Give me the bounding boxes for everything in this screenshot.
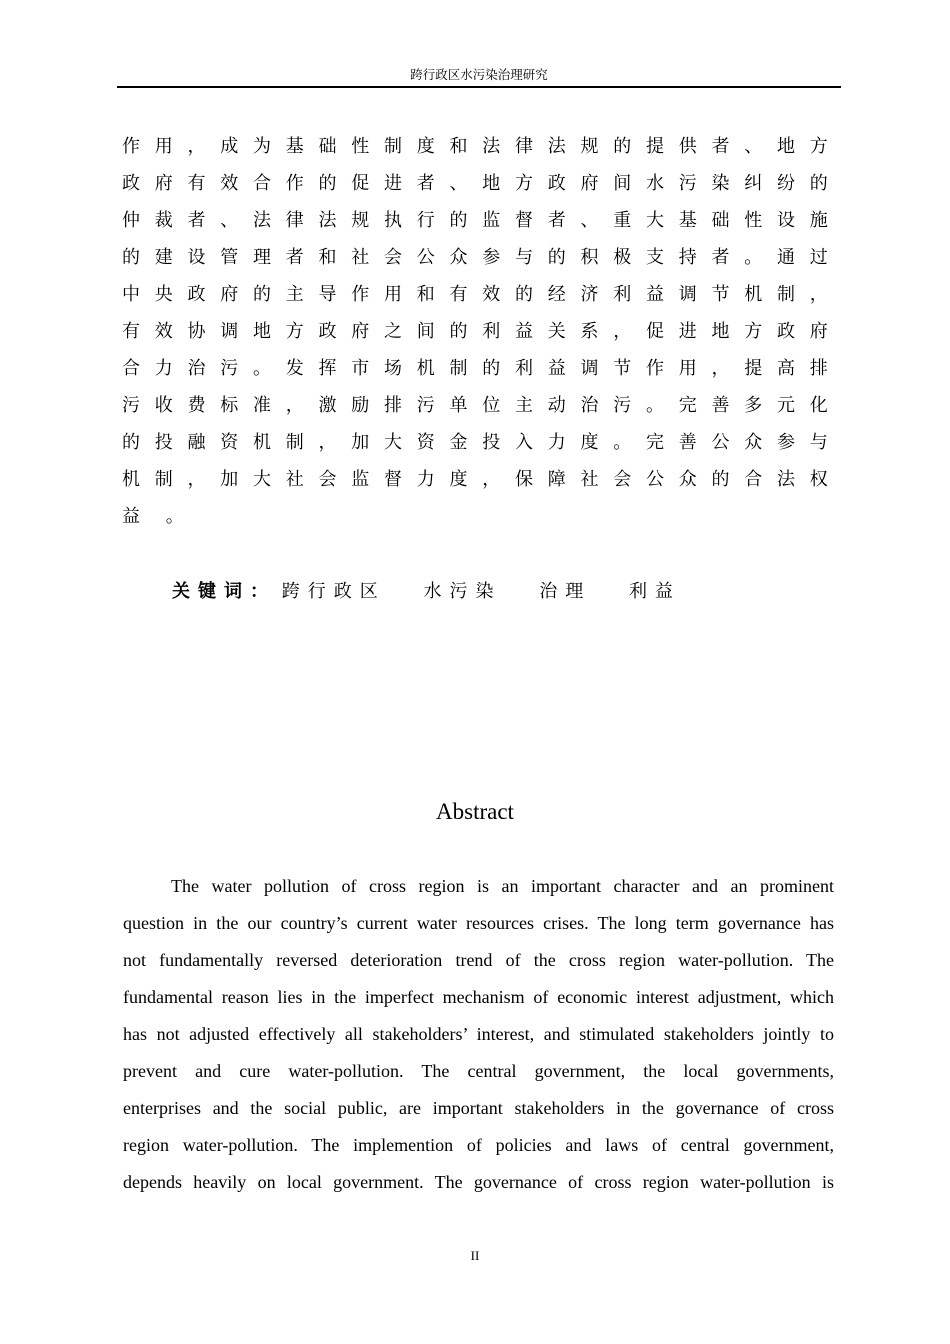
chinese-abstract-line: 的 投 融 资 机 制 ， 加 大 资 金 投 入 力 度 。 完 善 公 众 参 与 — [122, 432, 828, 453]
keyword-item: 治理 — [539, 581, 592, 602]
chinese-abstract-body — [122, 128, 828, 535]
chinese-abstract-line: 政 府 有 效 合 作 的 促 进 者 、 地 方 政 府 间 水 污 染 纠 纷 的 — [122, 173, 828, 194]
chinese-abstract-line: 中 央 政 府 的 主 导 作 用 和 有 效 的 经 济 利 益 调 节 机 制 ， — [122, 284, 828, 305]
keywords-line — [172, 577, 713, 607]
abstract-line: fundamental reason lies in the imperfect mechanism of economic interest adjustment, which — [123, 987, 834, 1007]
chinese-abstract-line: 污 收 费 标 准 ， 激 励 排 污 单 位 主 动 治 污 。 完 善 多 元 化 — [122, 395, 828, 416]
keyword-item: 水污染 — [423, 581, 502, 602]
abstract-line: depends heavily on local government. The governance of cross region water-pollution is — [123, 1172, 834, 1192]
running-header: 跨行政区水污染治理研究 — [117, 66, 841, 88]
abstract-line: The water pollution of cross region is an important character and an prominent — [171, 876, 834, 896]
keyword-item: 利益 — [628, 581, 681, 602]
chinese-abstract-line: 合 力 治 污 。 发 挥 市 场 机 制 的 利 益 调 节 作 用 ， 提 高 排 — [122, 358, 828, 379]
page-number: II — [470, 1248, 480, 1263]
chinese-abstract-line: 仲 裁 者 、 法 律 法 规 执 行 的 监 督 者 、 重 大 基 础 性 设 施 — [122, 210, 828, 231]
abstract-line: not fundamentally reversed deterioration trend of the cross region water-pollution. The — [123, 950, 834, 970]
abstract-line: question in the our country’s current water resources crises. The long term governance has — [123, 913, 834, 933]
abstract-line: region water-pollution. The implemention of policies and laws of central government, — [123, 1135, 834, 1155]
abstract-line: enterprises and the social public, are important stakeholders in the governance of cross — [123, 1098, 834, 1118]
abstract-line: has not adjusted effectively all stakeholders’ interest, and stimulated stakeholders jointly to — [123, 1024, 834, 1044]
chinese-abstract-line: 机 制 ， 加 大 社 会 监 督 力 度 ， 保 障 社 会 公 众 的 合 法 权 — [122, 469, 828, 490]
chinese-abstract-line: 有 效 协 调 地 方 政 府 之 间 的 利 益 关 系 ， 促 进 地 方 政 府 — [122, 321, 828, 342]
english-abstract-body — [123, 868, 834, 1201]
keywords-label: 关键词： — [172, 581, 276, 602]
keyword-item: 跨行政区 — [281, 581, 386, 602]
chinese-abstract-line: 作 用 ， 成 为 基 础 性 制 度 和 法 律 法 规 的 提 供 者 、 地 方 — [122, 136, 828, 157]
abstract-line: prevent and cure water-pollution. The central government, the local governments, — [123, 1061, 834, 1081]
chinese-abstract-line: 的 建 设 管 理 者 和 社 会 公 众 参 与 的 积 极 支 持 者 。 通 过 — [122, 247, 828, 268]
abstract-title: Abstract — [436, 799, 514, 824]
chinese-abstract-line: 益 。 — [122, 506, 184, 527]
